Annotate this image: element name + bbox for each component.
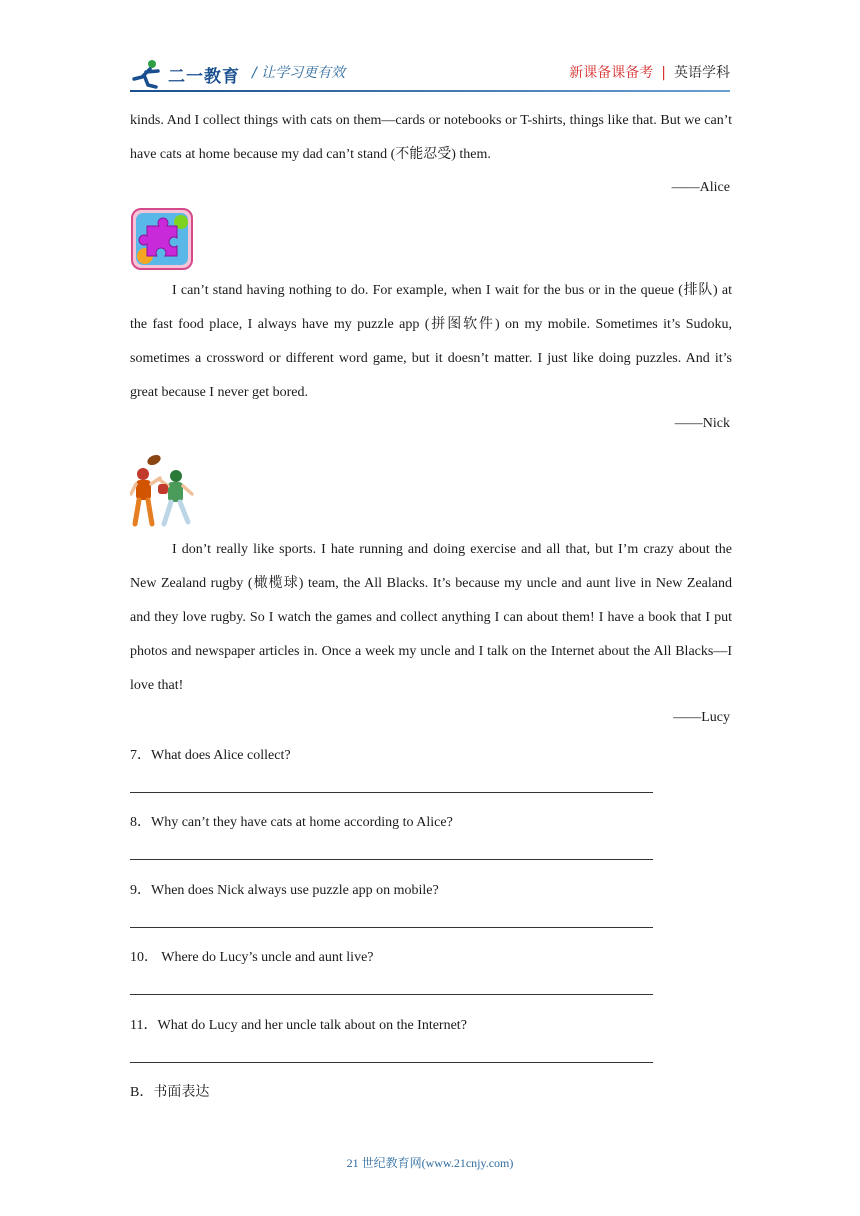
answer-line-10[interactable] bbox=[130, 994, 653, 995]
header-right bbox=[569, 62, 730, 82]
question-11: 11．What do Lucy and her uncle talk about on the Internet? bbox=[130, 1018, 467, 1033]
question-7: 7．What does Alice collect? bbox=[130, 748, 291, 763]
section-b-heading: B．书面表达 bbox=[130, 1085, 210, 1100]
passage-nick: I can’t stand having nothing to do. For example, when I wait for the bus or in the queue (排队) at the fast food place, I always have my puzzle app (拼图软件) on my mobile. Sometimes it’s Sudoku, sometimes a crossword or different word game, but it doesn’t matter. I just like doing puzzles. And it’s great because I never get bored. bbox=[130, 283, 732, 400]
rugby-players-icon bbox=[130, 452, 198, 530]
question-9: 9．When does Nick always use puzzle app on mobile? bbox=[130, 883, 439, 898]
passage-lucy: I don’t really like sports. I hate running and doing exercise and all that, but I’m crazy about the New Zealand rugby (橄榄球) team, the All Blacks. It’s because my uncle and aunt live in New Zealand and they love rugby. So I watch the games and collect anything I can about them! I have a book that I put photos and newspaper articles in. Once a week my uncle and I talk on the Internet about the All Blacks—I love that! bbox=[130, 542, 732, 693]
passage-alice-continued: kinds. And I collect things with cats on them—cards or notebooks or T-shirts, things like that. But we can’t have cats at home because my dad can’t stand (不能忍受) them. bbox=[130, 113, 732, 162]
answer-line-9[interactable] bbox=[130, 927, 653, 928]
running-man-icon bbox=[130, 59, 164, 89]
answer-line-7[interactable] bbox=[130, 792, 653, 793]
logo bbox=[130, 58, 240, 90]
answer-line-8[interactable] bbox=[130, 859, 653, 860]
signature-nick: ——Nick bbox=[674, 416, 730, 431]
signature-lucy: ——Lucy bbox=[673, 710, 730, 725]
puzzle-piece-icon bbox=[131, 208, 193, 270]
question-8: 8．Why can’t they have cats at home according to Alice? bbox=[130, 815, 453, 830]
signature-alice: ——Alice bbox=[671, 180, 730, 195]
answer-line-11[interactable] bbox=[130, 1062, 653, 1063]
page-header bbox=[130, 52, 730, 92]
header-category: 新课备课备考 bbox=[569, 65, 654, 81]
page-footer[interactable]: 21 世纪教育网(www.21cnjy.com) bbox=[346, 1156, 514, 1170]
header-slogan: / 让学习更有效 bbox=[252, 65, 346, 81]
logo-text: 二一教育 bbox=[168, 66, 240, 87]
header-separator: | bbox=[661, 65, 666, 81]
header-subject: 英语学科 bbox=[674, 65, 730, 81]
question-10: 10． Where do Lucy’s uncle and aunt live? bbox=[130, 950, 374, 965]
header-divider bbox=[130, 90, 730, 92]
